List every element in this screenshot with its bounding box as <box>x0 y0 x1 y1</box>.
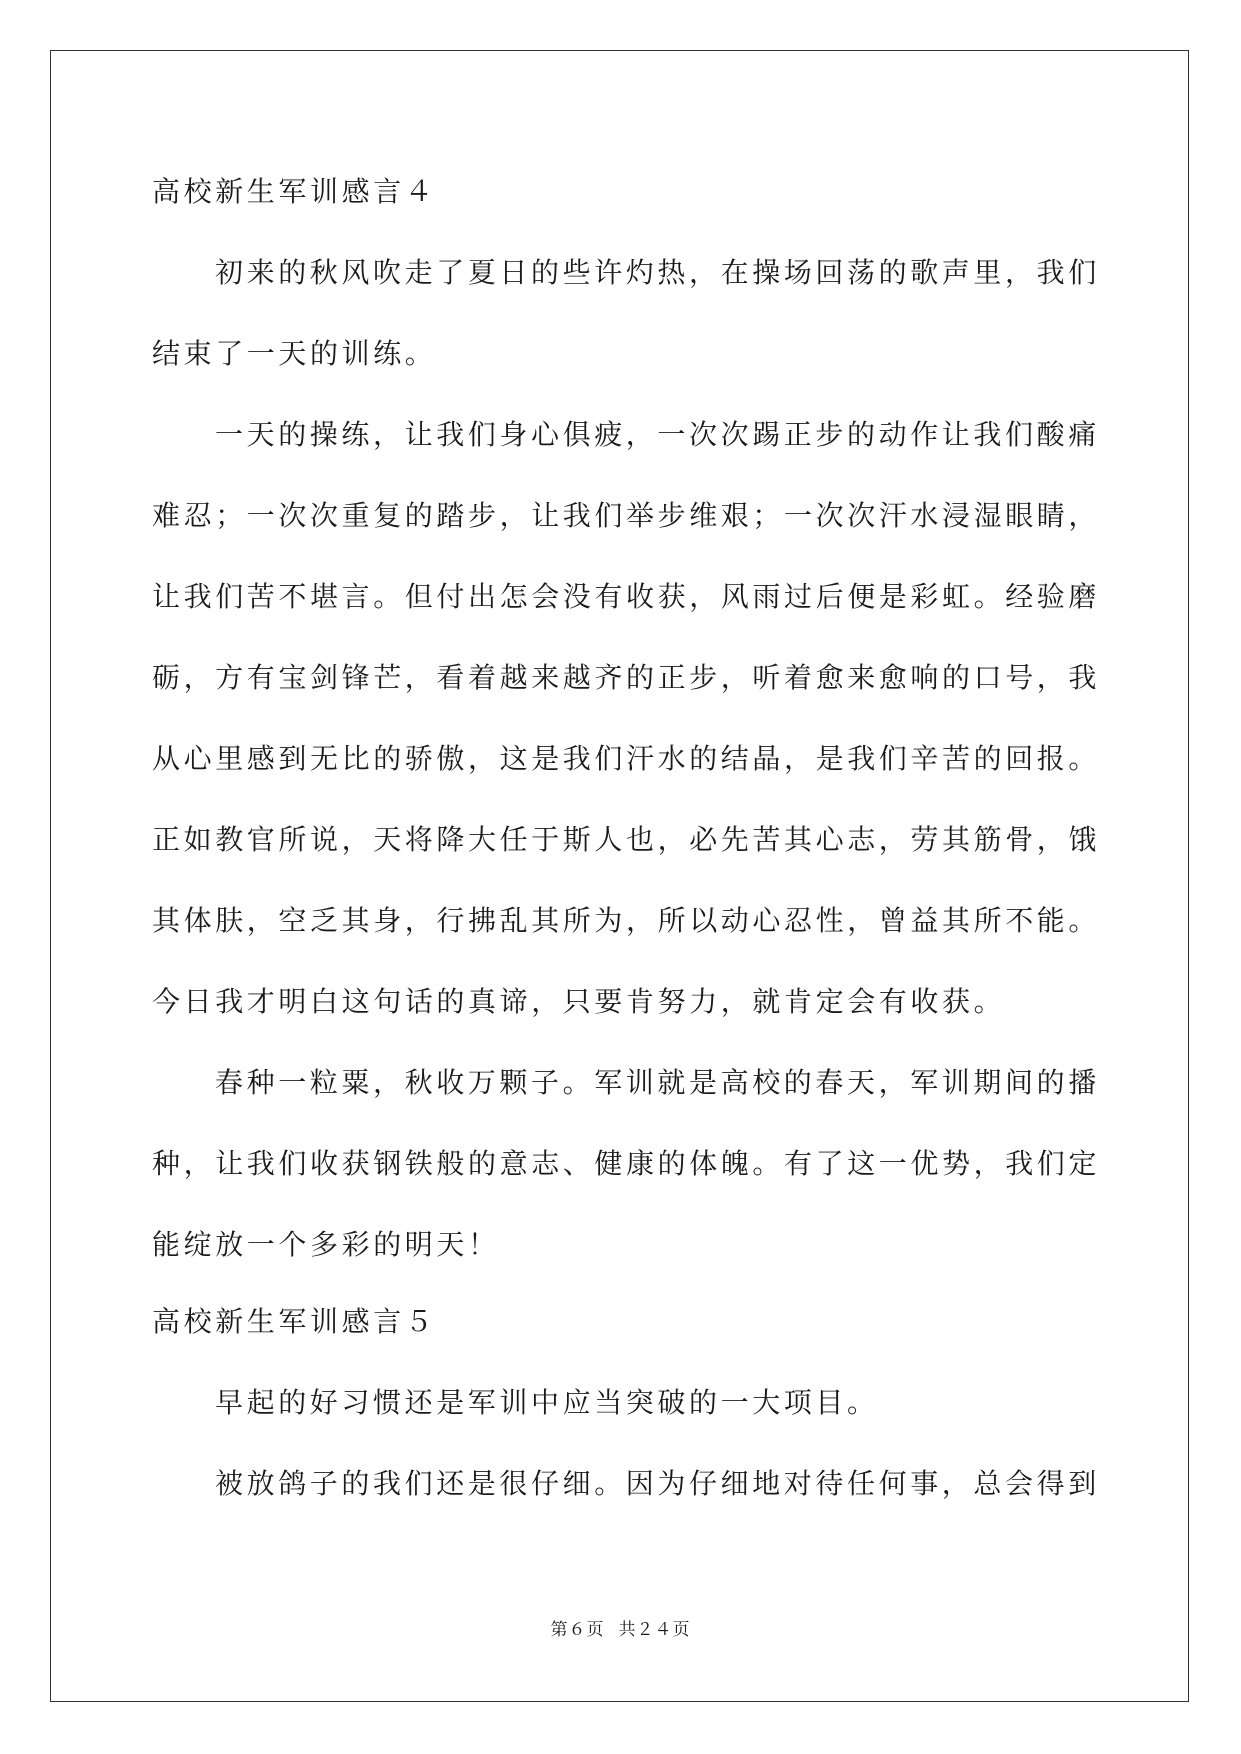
paragraph-line: 种，让我们收获钢铁般的意志、健康的体魄。有了这一优势，我们定 <box>152 1147 1101 1180</box>
paragraph-line: 让我们苦不堪言。但付出怎会没有收获，风雨过后便是彩虹。经验磨 <box>152 580 1101 613</box>
page-border <box>50 50 1189 1702</box>
paragraph-line: 砺，方有宝剑锋芒，看着越来越齐的正步，听着愈来愈响的口号，我 <box>152 661 1101 694</box>
section-heading-4: 高校新生军训感言４ <box>152 175 437 208</box>
paragraph-line: 其体肤，空乏其身，行拂乱其所为，所以动心忍性，曾益其所不能。 <box>152 904 1101 937</box>
paragraph-line: 结束了一天的训练。 <box>152 337 437 370</box>
paragraph-line: 一天的操练，让我们身心俱疲，一次次踢正步的动作让我们酸痛 <box>215 418 1100 451</box>
paragraph-line: 被放鸽子的我们还是很仔细。因为仔细地对待任何事，总会得到 <box>215 1467 1100 1500</box>
paragraph-line: 初来的秋风吹走了夏日的些许灼热，在操场回荡的歌声里，我们 <box>215 256 1100 289</box>
page-total: 共２４页 <box>618 1620 691 1640</box>
paragraph-line: 能绽放一个多彩的明天！ <box>152 1228 500 1261</box>
paragraph-line: 春种一粒粟，秋收万颗子。军训就是高校的春天，军训期间的播 <box>215 1066 1100 1099</box>
section-heading-5: 高校新生军训感言５ <box>152 1305 437 1338</box>
paragraph-line: 今日我才明白这句话的真谛，只要肯努力，就肯定会有收获。 <box>152 985 1006 1018</box>
page-footer <box>0 1618 1241 1642</box>
paragraph-line: 正如教官所说，天将降大任于斯人也，必先苦其心志，劳其筋骨，饿 <box>152 823 1101 856</box>
paragraph-line: 从心里感到无比的骄傲，这是我们汗水的结晶，是我们辛苦的回报。 <box>152 742 1101 775</box>
paragraph-line: 早起的好习惯还是军训中应当突破的一大项目。 <box>215 1386 879 1419</box>
page-number: 第６页 <box>550 1620 605 1640</box>
paragraph-line: 难忍；一次次重复的踏步，让我们举步维艰；一次次汗水浸湿眼睛， <box>152 499 1101 532</box>
